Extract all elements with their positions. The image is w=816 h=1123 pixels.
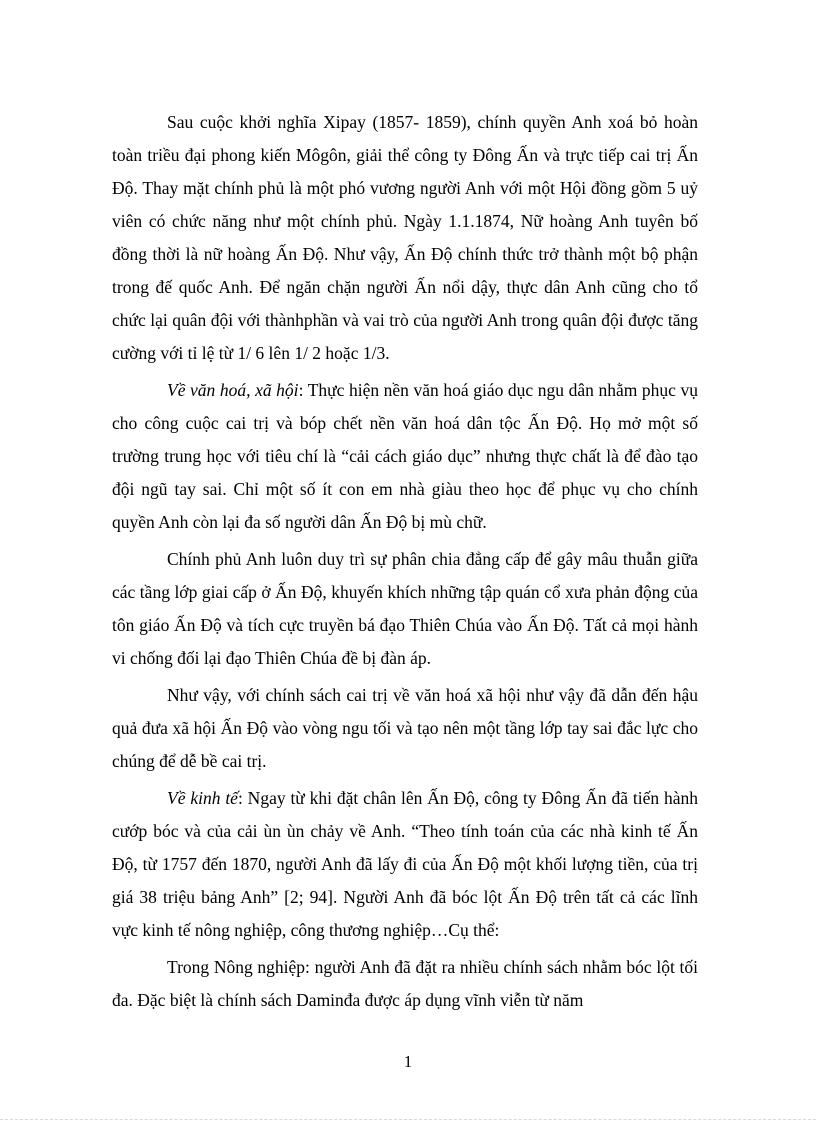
paragraph-text: : Ngay từ khi đặt chân lên Ấn Độ, công ty Đông Ấn đã tiến hành cướp bóc và của cải ùn ùn chảy về Anh. “Theo tính toán của các nhà kinh tế Ấn Độ, từ 1757 đến 1870, người Anh đã lấy đi của Ấn Độ một khối lượng tiền, của trị giá 38 triệu bảng Anh” [2; 94]. Người Anh đã bóc lột Ấn Độ trên tất cả các lĩnh vực kinh tế nông nghiệp, công thương nghiệp…Cụ thể:: [112, 788, 699, 940]
paragraph-text: Sau cuộc khởi nghĩa Xipay (1857- 1859), chính quyền Anh xoá bỏ hoàn toàn triều đại phong kiến Môgôn, giải thể công ty Đông Ấn và trực tiếp cai trị Ấn Độ. Thay mặt chính phủ là một phó vương người Anh với một Hội đồng gồm 5 uỷ viên có chức năng như một chính phủ. Ngày 1.1.1874, Nữ hoàng Anh tuyên bố đồng thời là nữ hoàng Ấn Độ. Như vậy, Ấn Độ chính thức trở thành một bộ phận trong đế quốc Anh. Để ngăn chặn người Ấn nổi dậy, thực dân Anh cũng cho tổ chức lại quân đội với thànhphần và vai trò của người Anh trong quân đội được tăng cường với tỉ lệ từ 1/ 6 lên 1/ 2 hoặc 1/3.: [112, 112, 698, 363]
paragraph-text: Như vậy, với chính sách cai trị về văn hoá xã hội như vậy đã dẫn đến hậu quả đưa xã hội Ấn Độ vào vòng ngu tối và tạo nên một tầng lớp tay sai đắc lực cho chúng để dễ bề cai trị.: [112, 685, 698, 771]
page-number: 1: [403, 1052, 413, 1071]
paragraph-text: Trong Nông nghiệp: người Anh đã đặt ra nhiều chính sách nhằm bóc lột tối đa. Đặc biệt là chính sách Daminđa được áp dụng vĩnh viễn từ năm: [112, 957, 698, 1010]
paragraph: [112, 951, 698, 1017]
paragraph-text: Chính phủ Anh luôn duy trì sự phân chia đẳng cấp để gây mâu thuẫn giữa các tầng lớp giai cấp ở Ấn Độ, khuyến khích những tập quán cổ xưa phản động của tôn giáo Ấn Độ và tích cực truyền bá đạo Thiên Chúa vào Ấn Độ. Tất cả mọi hành vi chống đối lại đạo Thiên Chúa đề bị đàn áp.: [112, 549, 698, 668]
paragraph-lead: Về kinh tế: [167, 788, 238, 808]
paragraph: [112, 782, 698, 947]
paragraph: [112, 543, 698, 675]
paragraph-text: : Thực hiện nền văn hoá giáo dục ngu dân nhằm phục vụ cho công cuộc cai trị và bóp chết nền văn hoá dân tộc Ấn Độ. Họ mở một số trường trung học với tiêu chí là “cải cách giáo dục” nhưng thực chất là để đào tạo đội ngũ tay sai. Chỉ một số ít con em nhà giàu theo học để phục vụ cho chính quyền Anh còn lại đa số người dân Ấn Độ bị mù chữ.: [112, 380, 699, 532]
paragraph: [112, 374, 698, 539]
document-body: [112, 106, 698, 1021]
paragraph-lead: Về văn hoá, xã hội: [167, 380, 299, 400]
paragraph: [112, 106, 698, 370]
page-divider: [0, 1119, 816, 1120]
paragraph: [112, 679, 698, 778]
